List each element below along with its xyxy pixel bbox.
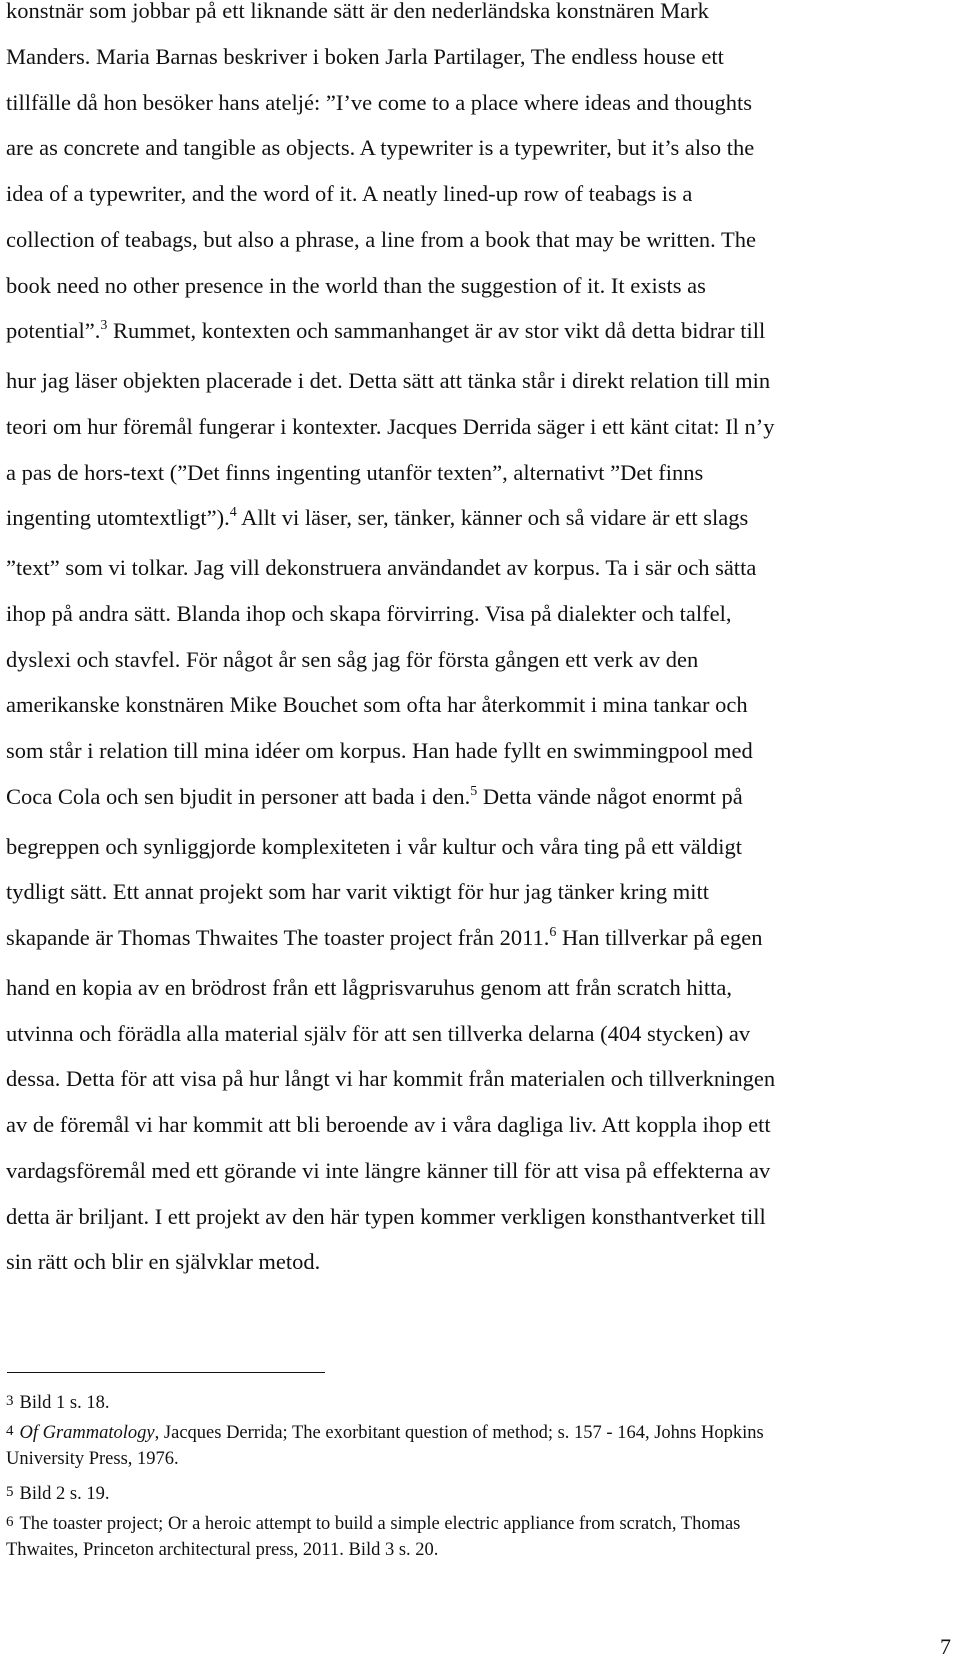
footnote-text: Bild 1 s. 18. (19, 1393, 110, 1413)
text-line: ”text” som vi tolkar. Jag vill dekonstruera användandet av korpus. Ta i sär och sätta (6, 555, 757, 580)
text-line: idea of a typewriter, and the word of it. A neatly lined-up row of teabags is a (6, 181, 693, 206)
footnote-reference: 5 (470, 783, 478, 799)
footnote-line (6, 1423, 764, 1444)
footnote-text: , Jacques Derrida; The exorbitant question of method; s. 157 - 164, Johns Hopkins (154, 1423, 764, 1443)
text-line: collection of teabags, but also a phrase, a line from a book that may be written. The (6, 226, 756, 252)
footnote-title: Of Grammatology (19, 1423, 155, 1443)
text-segment: Detta vände något enormt på (477, 783, 743, 809)
footnote-text: The toaster project; Or a heroic attempt to build a simple electric appliance from scratch, Thomas (19, 1514, 741, 1534)
text-line: sin rätt och blir en självklar metod. (6, 1249, 321, 1275)
text-line: hur jag läser objekten placerade i det. Detta sätt att tänka står i direkt relation till min (6, 368, 771, 393)
text-line (6, 495, 926, 545)
text-line: a pas de hors-text (”Det finns ingenting utanför texten”, alternativt ”Det finns (6, 459, 704, 485)
text-line: konstnär som jobbar på ett liknande sätt är den nederländska konstnären Mark (6, 0, 709, 23)
text-line (6, 774, 926, 824)
footnote-text: Thwaites, Princeton architectural press, 2011. Bild 3 s. 20. (6, 1540, 439, 1560)
text-line (6, 308, 926, 358)
footnote-number: 6 (6, 1514, 14, 1530)
text-line: som står i relation till mina idéer om korpus. Han hade fyllt en swimmingpool med (6, 738, 753, 763)
footnote-line (6, 1449, 179, 1470)
text-segment: ingenting utomtextligt”). (6, 505, 230, 531)
footnote-line (6, 1514, 740, 1535)
text-line: tillfälle då hon besöker hans ateljé: ”I’ve come to a place where ideas and thoughts (6, 89, 752, 115)
text-line: utvinna och förädla alla material själv för att sen tillverka delarna (404 stycken) av (6, 1020, 751, 1046)
text-line: vardagsföremål med ett görande vi inte längre känner till för att visa på effekterna av (6, 1157, 771, 1183)
text-segment: Rummet, kontexten och sammanhanget är av stor vikt då detta bidrar till (107, 318, 766, 344)
footnote-line (6, 1540, 438, 1561)
text-line (6, 915, 926, 965)
text-line: teori om hur föremål fungerar i kontexter. Jacques Derrida säger i ett känt citat: Il n’y (6, 413, 775, 439)
text-line: dyslexi och stavfel. För något år sen såg jag för första gången ett verk av den (6, 646, 699, 672)
footnote-reference: 6 (549, 925, 557, 940)
footnote-text: University Press, 1976. (6, 1449, 179, 1469)
text-line: dessa. Detta för att visa på hur långt vi har kommit från materialen och tillverkningen (6, 1066, 776, 1092)
footnote-text: Bild 2 s. 19. (19, 1484, 110, 1504)
text-line: ihop på andra sätt. Blanda ihop och skapa förvirring. Visa på dialekter och talfel, (6, 600, 732, 626)
footnote-line (6, 1393, 109, 1414)
text-line: begreppen och synliggjorde komplexiteten i vår kultur och våra ting på ett väldigt (6, 833, 743, 859)
footnote-number: 5 (6, 1484, 14, 1500)
text-line: amerikanske konstnären Mike Bouchet som ofta har återkommit i mina tankar och (6, 692, 748, 718)
text-line: book need no other presence in the world than the suggestion of it. It exists as (6, 272, 706, 298)
text-line: av de föremål vi har kommit att bli beroende av i våra dagliga liv. Att koppla ihop ett (6, 1112, 771, 1137)
text-segment: potential”. (6, 318, 101, 344)
text-segment: skapande är Thomas Thwaites The toaster project från 2011. (6, 925, 550, 950)
page-number: 7 (940, 1634, 951, 1659)
text-line: hand en kopia av en brödrost från ett lågprisvaruhus genom att från scratch hitta, (6, 974, 733, 1000)
text-segment: Coca Cola och sen bjudit in personer att bada i den. (6, 783, 471, 809)
body-paragraph (6, 0, 926, 1285)
footnote-reference: 3 (100, 318, 108, 334)
text-line: Manders. Maria Barnas beskriver i boken Jarla Partilager, The endless house ett (6, 43, 724, 69)
text-segment: Allt vi läser, ser, tänker, känner och så vidare är ett slags (236, 505, 749, 531)
footnote-line (6, 1484, 109, 1505)
footnote-number: 4 (6, 1423, 14, 1439)
text-line: detta är briljant. I ett projekt av den här typen kommer verkligen konsthantverket till (6, 1203, 766, 1229)
text-line: are as concrete and tangible as objects. A typewriter is a typewriter, but it’s also the (6, 135, 755, 161)
footnote-separator (7, 1372, 325, 1373)
text-line: tydligt sätt. Ett annat projekt som har varit viktigt för hur jag tänker kring mitt (6, 879, 709, 905)
text-segment: Han tillverkar på egen (556, 925, 763, 950)
footnote-reference: 4 (229, 505, 237, 521)
footnote-number: 3 (6, 1393, 14, 1409)
